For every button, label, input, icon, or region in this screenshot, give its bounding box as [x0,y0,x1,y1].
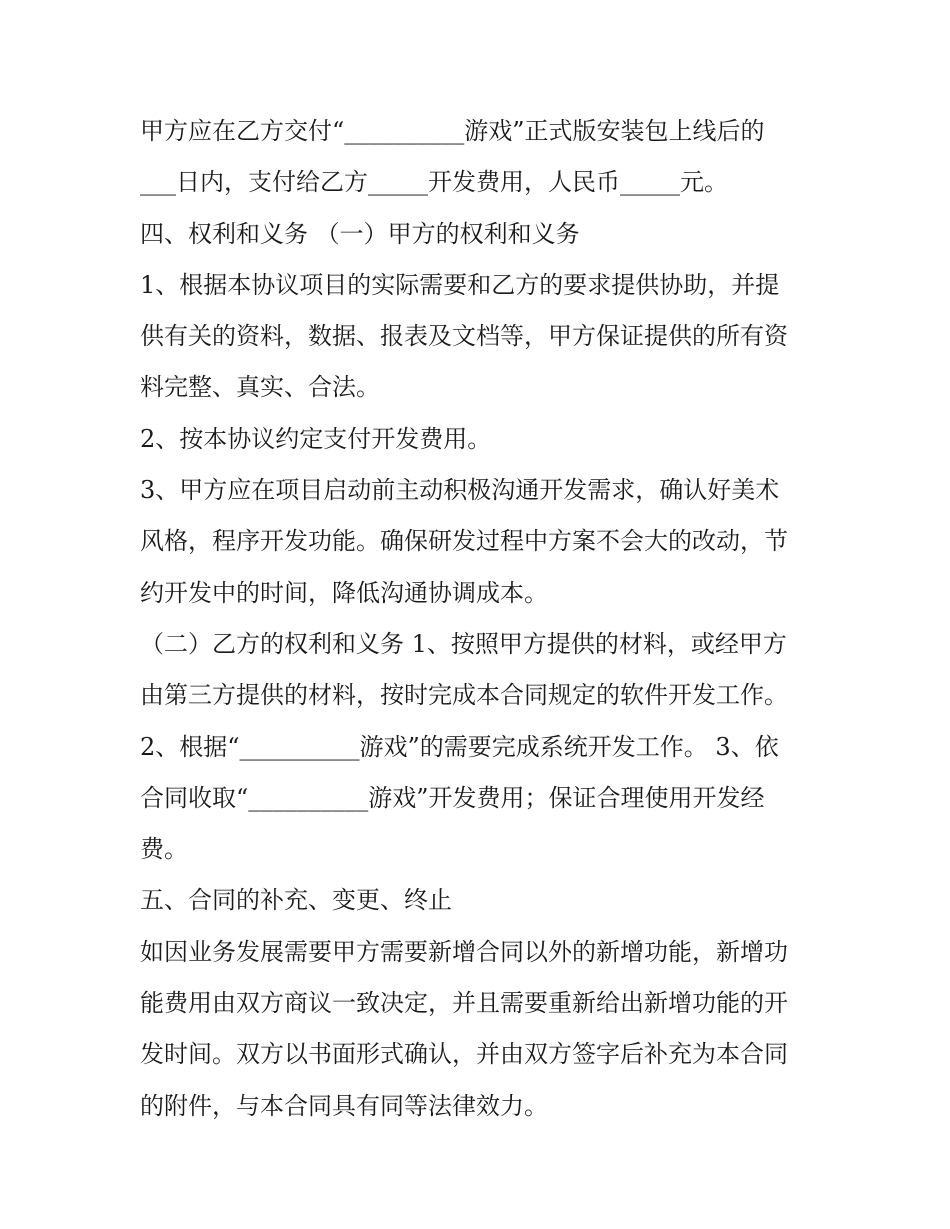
text-line: 合同收取“__________游戏”开发费用；保证合理使用开发经 [140,783,765,812]
text-line: 料完整、真实、合法。 [140,373,380,402]
text-line: 能费用由双方商议一致决定，并且需要重新给出新增功能的开 [140,989,788,1018]
text-line: 风格，程序开发功能。确保研发过程中方案不会大的改动，节 [140,527,788,556]
text-line: 3、甲方应在项目启动前主动积极沟通开发需求，确认好美术 [140,476,780,505]
subsection-line-party-b: （二）乙方的权利和义务 1、按照甲方提供的材料，或经甲方 [140,629,787,658]
text-line: 约开发中的时间，降低沟通协调成本。 [140,578,548,607]
text-line-payment-clause: 甲方应在乙方交付“__________游戏”正式版安装包上线后的 [140,117,765,145]
text-line: 供有关的资料，数据、报表及文档等，甲方保证提供的所有资 [140,322,788,351]
text-line: 1、根据本协议项目的实际需要和乙方的要求提供协助，并提 [140,270,780,299]
text-line: 由第三方提供的材料，按时完成本合同规定的软件开发工作。 [140,681,788,710]
text-line: 2、按本协议约定支付开发费用。 [140,424,492,453]
text-line: 的附件，与本合同具有同等法律效力。 [140,1091,548,1120]
section-heading-rights-obligations: 四、权利和义务 （一）甲方的权利和义务 [140,219,580,248]
text-line-payment-terms: ___日内，支付给乙方_____开发费用，人民币_____元。 [140,168,728,197]
section-heading-amendments: 五、合同的补充、变更、终止 [140,886,452,915]
text-line: 费。 [140,835,188,864]
text-line: 发时间。双方以书面形式确认，并由双方签字后补充为本合同 [140,1040,788,1069]
text-line: 如因业务发展需要甲方需要新增合同以外的新增功能，新增功 [140,937,788,966]
document-body [140,106,820,1132]
text-line: 2、根据“__________游戏”的需要完成系统开发工作。 3、依 [140,732,779,761]
